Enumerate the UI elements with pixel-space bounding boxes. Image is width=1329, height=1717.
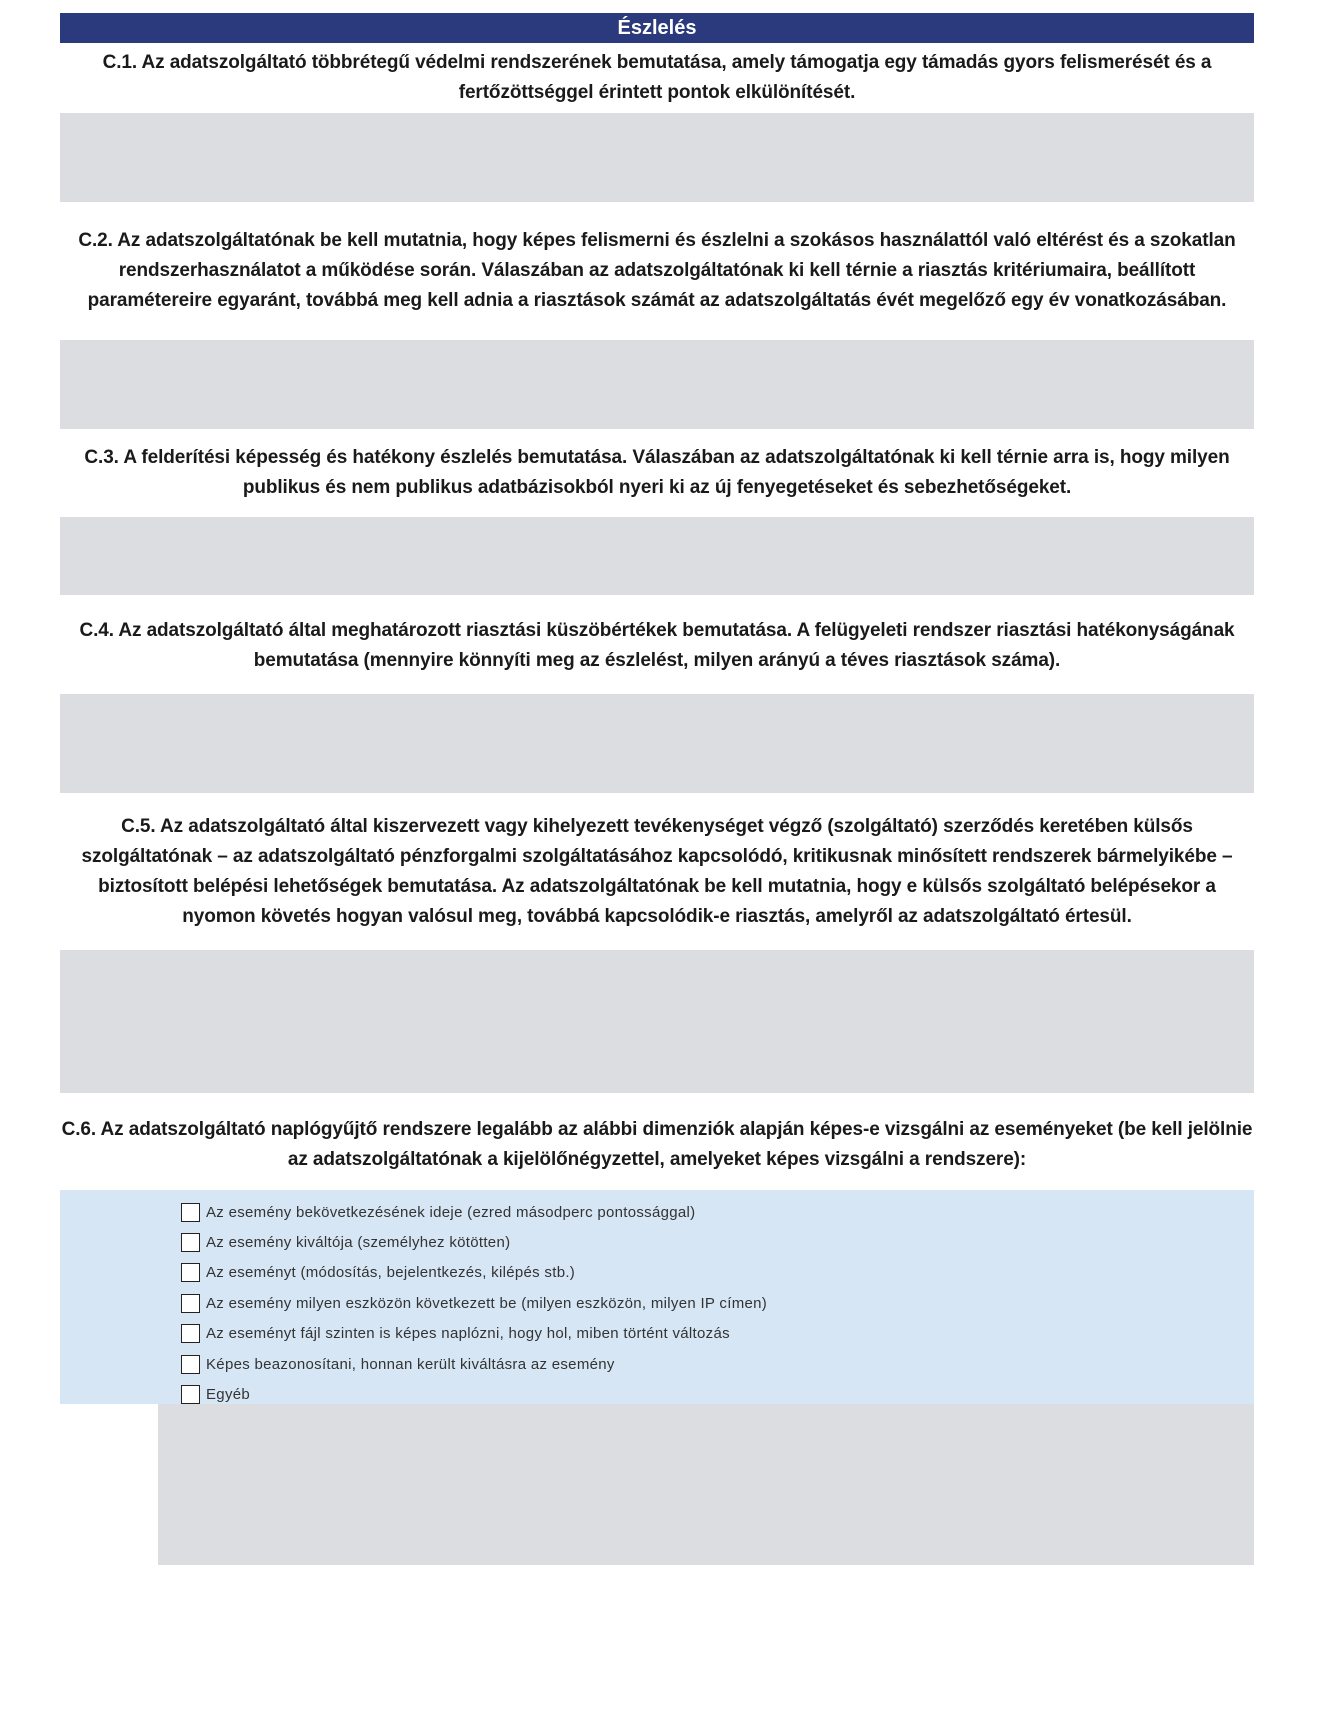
checkbox-label: Az esemény kiváltója (személyhez kötötten): [206, 1234, 511, 1252]
question-c6: C.6. Az adatszolgáltató naplógyűjtő rendszere legalább az alábbi dimenziók alapján képes-e vizsgálni az eseményeket (be kell jelölnie az adatszolgáltatónak a kijelölőnégyzettel, amelyeket képes vizsgálni a rendszere):: [61, 1119, 1253, 1170]
checkbox[interactable]: [181, 1263, 200, 1282]
checklist-item: [181, 1227, 767, 1257]
checkbox[interactable]: [181, 1355, 200, 1374]
answer-field-c1[interactable]: [60, 113, 1254, 202]
checkbox[interactable]: [181, 1233, 200, 1252]
answer-field-c3[interactable]: [60, 517, 1254, 595]
checkbox[interactable]: [181, 1385, 200, 1404]
checklist-item: [181, 1258, 767, 1288]
answer-field-c6[interactable]: [158, 1404, 1254, 1565]
checklist-item: [181, 1197, 767, 1227]
question-c1: C.1. Az adatszolgáltató többrétegű védelmi rendszerének bemutatása, amely támogatja egy támadás gyors felismerését és a fertőzöttséggel érintett pontok elkülönítését.: [102, 52, 1212, 103]
checklist-item: [181, 1319, 767, 1349]
checkbox-label: Egyéb: [206, 1386, 251, 1404]
checkbox-label: Az eseményt (módosítás, bejelentkezés, kilépés stb.): [206, 1264, 576, 1282]
question-c2: C.2. Az adatszolgáltatónak be kell mutatnia, hogy képes felismerni és észlelni a szokásos használattól való eltérést és a szokatlan rendszerhasználatot a működése során. Válaszában az adatszolgáltatónak ki kell térnie a riasztás kritériumaira, beállított paramétereire egyaránt, továbbá meg kell adnia a riasztások számát az adatszolgáltatás évét megelőző egy év vonatkozásában.: [78, 230, 1236, 311]
checkbox-label: Az esemény bekövetkezésének ideje (ezred másodperc pontossággal): [206, 1203, 696, 1221]
answer-field-c2[interactable]: [60, 340, 1254, 429]
checkbox[interactable]: [181, 1294, 200, 1313]
question-c4: C.4. Az adatszolgáltató által meghatározott riasztási küszöbértékek bemutatása. A felügyeleti rendszer riasztási hatékonyságának bemutatása (mennyire könnyíti meg az észlelést, milyen arányú a téves riasztások száma).: [79, 620, 1235, 671]
checklist-item: [181, 1349, 767, 1379]
question-c3: C.3. A felderítési képesség és hatékony észlelés bemutatása. Válaszában az adatszolgáltatónak ki kell térnie arra is, hogy milyen publikus és nem publikus adatbázisokból nyeri ki az új fenyegetéseket és sebezhetőségeket.: [84, 447, 1230, 498]
checkbox[interactable]: [181, 1324, 200, 1343]
section-title: Észlelés: [60, 13, 1254, 43]
question-c5: C.5. Az adatszolgáltató által kiszervezett vagy kihelyezett tevékenységet végző (szolgáltató) szerződés keretében külsős szolgáltatónak – az adatszolgáltató pénzforgalmi szolgáltatásához kapcsolódó, kritikusnak minősített rendszerek bármelyikébe – biztosított belépési lehetőségek bemutatása. Az adatszolgáltatónak be kell mutatnia, hogy e külsős szolgáltató belépésekor a nyomon követés hogyan valósul meg, továbbá kapcsolódik-e riasztás, amelyről az adatszolgáltató értesül.: [81, 816, 1233, 927]
checkbox-label: Képes beazonosítani, honnan került kiváltásra az esemény: [206, 1355, 615, 1373]
checkbox[interactable]: [181, 1203, 200, 1222]
answer-field-c5[interactable]: [60, 950, 1254, 1093]
checkbox-label: Az esemény milyen eszközön következett be (milyen eszközön, milyen IP címen): [206, 1294, 768, 1312]
checklist-item: [181, 1288, 767, 1318]
checklist: [181, 1197, 767, 1410]
answer-field-c4[interactable]: [60, 694, 1254, 793]
checkbox-label: Az eseményt fájl szinten is képes naplózni, hogy hol, miben történt változás: [206, 1325, 730, 1343]
